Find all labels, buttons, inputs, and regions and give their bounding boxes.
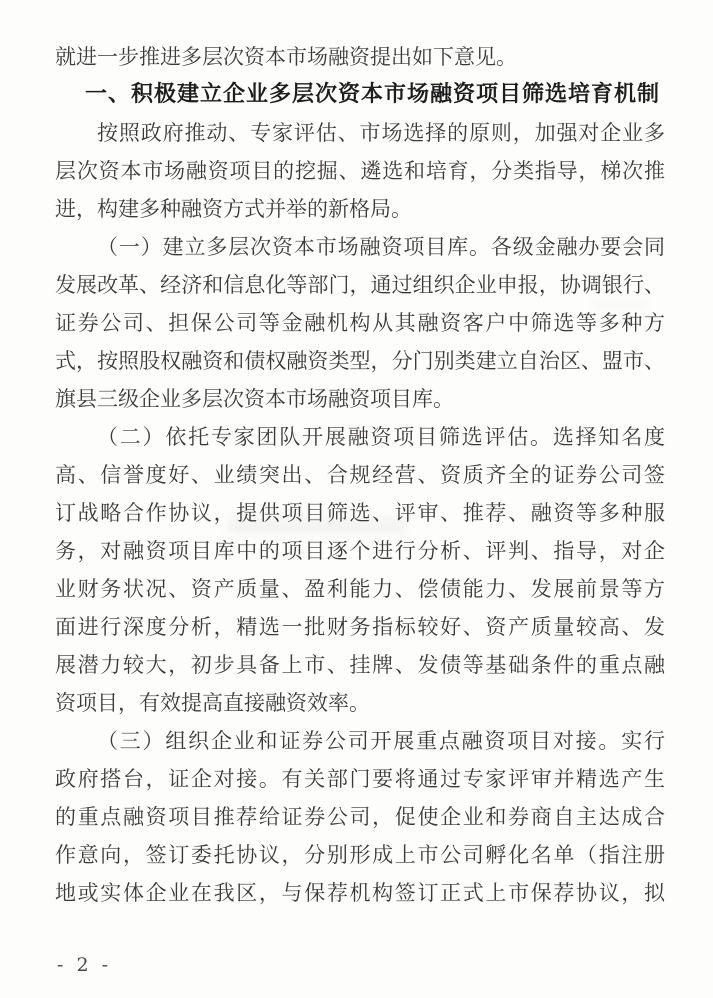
text-line: （一）建立多层次资本市场融资项目库。各级金融办要会同 bbox=[97, 235, 665, 259]
text-line: 地或实体企业在我区，与保荐机构签订正式上市保荐协议，拟 bbox=[55, 881, 665, 905]
text-line: 高、信誉度好、业绩突出、合规经营、资质齐全的证券公司签 bbox=[55, 463, 665, 487]
text-line: 发展改革、经济和信息化等部门，通过组织企业申报，协调银行、 bbox=[55, 273, 665, 297]
text-line: 作意向，签订委托协议，分别形成上市公司孵化名单（指注册 bbox=[55, 843, 665, 867]
text-line: 展潜力较大，初步具备上市、挂牌、发债等基础条件的重点融 bbox=[55, 653, 665, 677]
document-body bbox=[55, 38, 665, 912]
text-line: 资项目，有效提高直接融资效率。 bbox=[55, 691, 370, 715]
text-line: 面进行深度分析，精选一批财务指标较好、资产质量较高、发 bbox=[55, 615, 665, 639]
text-line: 按照政府推动、专家评估、市场选择的原则，加强对企业多 bbox=[97, 121, 665, 145]
text-line: 业财务状况、资产质量、盈利能力、偿债能力、发展前景等方 bbox=[55, 577, 665, 601]
text-line: 就进一步推进多层次资本市场融资提出如下意见。 bbox=[55, 45, 517, 69]
text-line: 证券公司、担保公司等金融机构从其融资客户中筛选等多种方 bbox=[55, 311, 665, 335]
text-line: （三）组织企业和证券公司开展重点融资项目对接。实行 bbox=[97, 729, 665, 753]
section-heading: 一、积极建立企业多层次资本市场融资项目筛选培育机制 bbox=[85, 82, 661, 107]
text-line: 订战略合作协议，提供项目筛选、评审、推荐、融资等多种服 bbox=[55, 501, 665, 525]
text-line: 务，对融资项目库中的项目逐个进行分析、评判、指导，对企 bbox=[55, 539, 665, 563]
text-line: 进，构建多种融资方式并举的新格局。 bbox=[55, 197, 412, 221]
text-line: 式，按照股权融资和债权融资类型，分门别类建立自治区、盟市、 bbox=[55, 349, 665, 373]
page-number: - 2 - bbox=[57, 954, 111, 976]
text-line: 的重点融资项目推荐给证券公司，促使企业和券商自主达成合 bbox=[55, 805, 665, 829]
text-line: （二）依托专家团队开展融资项目筛选评估。选择知名度 bbox=[97, 425, 665, 449]
text-line: 政府搭台，证企对接。有关部门要将通过专家评审并精选产生 bbox=[55, 767, 665, 791]
text-line: 旗县三级企业多层次资本市场融资项目库。 bbox=[55, 387, 454, 411]
text-line: 层次资本市场融资项目的挖掘、遴选和培育，分类指导，梯次推 bbox=[55, 159, 665, 183]
